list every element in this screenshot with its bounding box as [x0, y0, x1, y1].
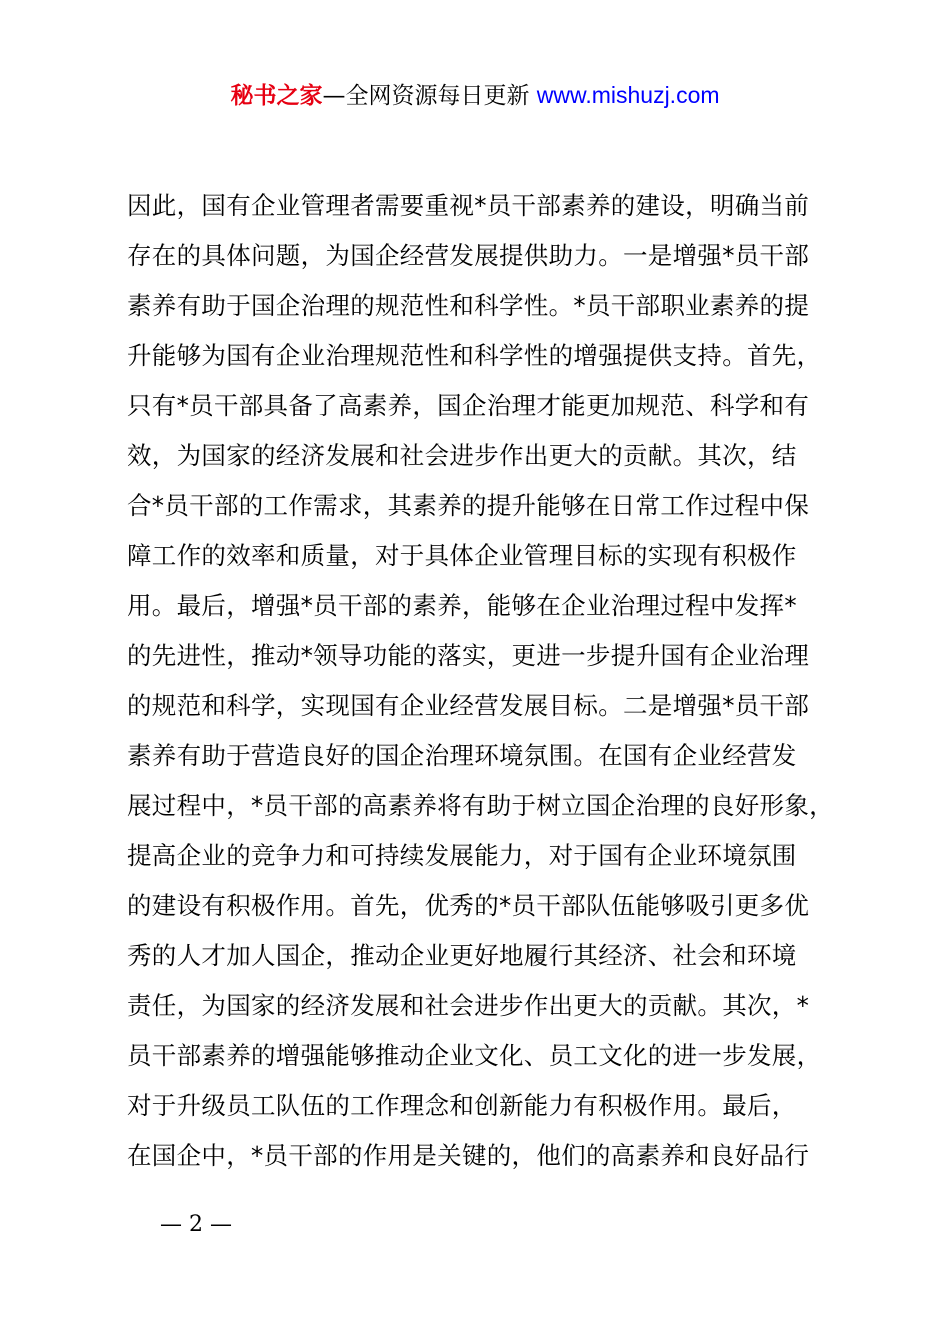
body-line: 因此，国有企业管理者需要重视*员干部素养的建设，明确当前 — [127, 191, 810, 220]
body-line: 在国企中，*员干部的作用是关键的，他们的高素养和良好品行 — [127, 1141, 810, 1170]
body-line: 的规范和科学，实现国有企业经营发展目标。二是增强*员干部 — [127, 691, 810, 720]
body-line: 合*员干部的工作需求，其素养的提升能够在日常工作过程中保 — [127, 491, 810, 520]
site-brand: 秘书之家 — [230, 83, 323, 109]
document-body — [127, 181, 867, 1181]
body-line: 的先进性，推动*领导功能的落实，更进一步提升国有企业治理 — [127, 641, 810, 670]
body-line: 升能够为国有企业治理规范性和科学性的增强提供支持。首先， — [127, 341, 822, 370]
site-url-link[interactable]: www.mishuzj.com — [536, 82, 720, 108]
body-line: 素养有助于营造良好的国企治理环境氛围。在国有企业经营发 — [127, 741, 797, 770]
body-line: 对于升级员工队伍的工作理念和创新能力有积极作用。最后， — [127, 1091, 797, 1120]
body-line: 提高企业的竞争力和可持续发展能力，对于国有企业环境氛围 — [127, 841, 797, 870]
body-line: 效，为国家的经济发展和社会进步作出更大的贡献。其次，结 — [127, 441, 797, 470]
body-line: 素养有助于国企治理的规范性和科学性。*员干部职业素养的提 — [127, 291, 810, 320]
site-tagline: —全网资源每日更新 — [322, 83, 537, 109]
body-line: 员干部素养的增强能够推动企业文化、员工文化的进一步发展， — [127, 1041, 822, 1070]
body-line: 展过程中，*员干部的高素养将有助于树立国企治理的良好形象， — [127, 791, 834, 820]
body-line: 用。最后，增强*员干部的素养，能够在企业治理过程中发挥* — [127, 591, 797, 620]
body-line: 责任，为国家的经济发展和社会进步作出更大的贡献。其次，* — [127, 991, 810, 1020]
body-line: 障工作的效率和质量，对于具体企业管理目标的实现有积极作 — [127, 541, 797, 570]
body-line: 存在的具体问题，为国企经营发展提供助力。一是增强*员干部 — [127, 241, 810, 270]
page-number: — 2 — — [160, 1212, 232, 1237]
body-line: 的建设有积极作用。首先，优秀的*员干部队伍能够吸引更多优 — [127, 891, 810, 920]
body-line: 秀的人才加人国企，推动企业更好地履行其经济、社会和环境 — [127, 941, 797, 970]
site-header — [0, 80, 950, 111]
body-line: 只有*员干部具备了高素养，国企治理才能更加规范、科学和有 — [127, 391, 810, 420]
